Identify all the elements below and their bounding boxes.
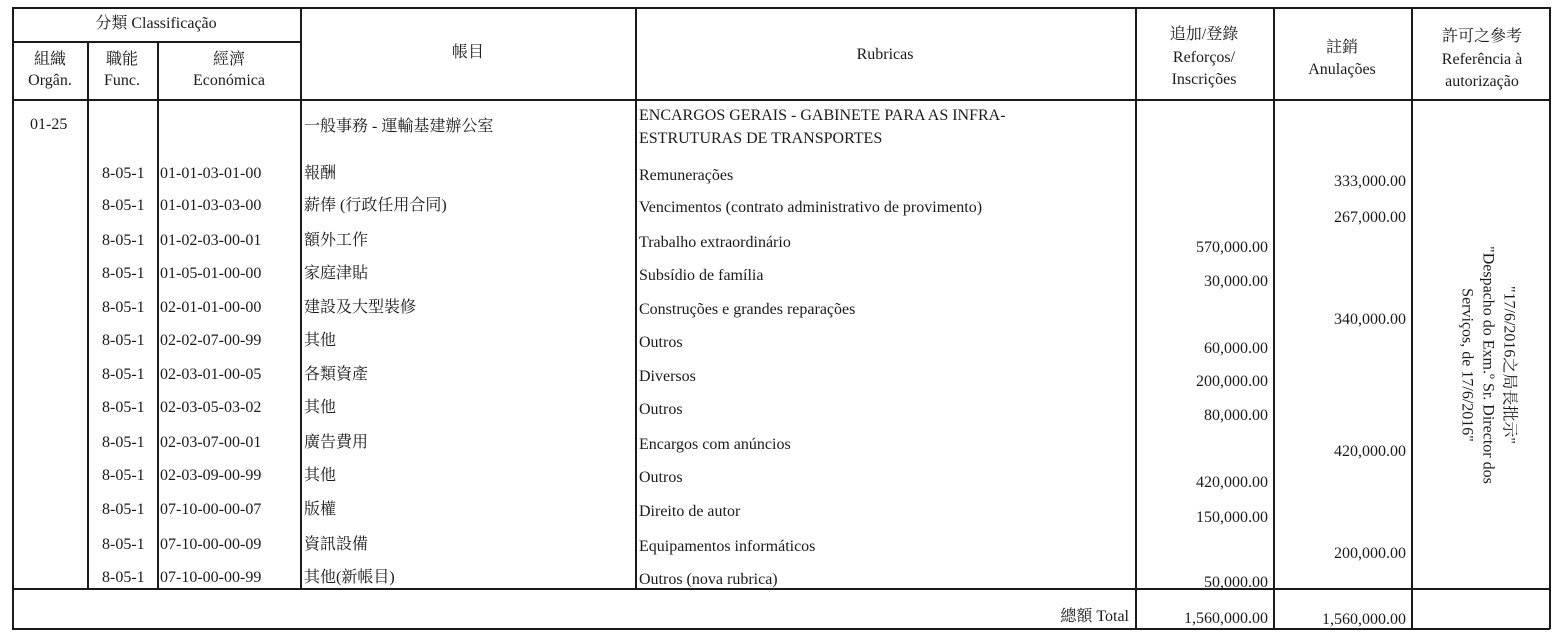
row-func: 8-05-1 — [102, 232, 145, 249]
row-rubrica-pt: Encargos com anúncios — [639, 436, 791, 453]
row-account-zh: 建設及大型裝修 — [304, 299, 417, 316]
row-anulacao: 200,000.00 — [1334, 545, 1406, 562]
row-reforco: 150,000.00 — [1196, 509, 1268, 526]
row-econ-code: 01-01-03-03-00 — [160, 197, 262, 214]
row-econ-code: 07-10-00-00-99 — [160, 569, 262, 586]
section-name-zh: 一般事務 - 運輸基建辦公室 — [304, 118, 494, 135]
section-name-pt-line2: ESTRUTURAS DE TRANSPORTES — [639, 130, 883, 147]
row-econ-code: 02-03-05-03-02 — [160, 399, 262, 416]
row-econ-code: 07-10-00-00-09 — [160, 536, 262, 553]
row-rubrica-pt: Subsídio de família — [639, 267, 764, 284]
row-anulacao: 420,000.00 — [1334, 443, 1406, 460]
row-func: 8-05-1 — [102, 501, 145, 518]
row-rubrica-pt: Outros — [639, 334, 683, 351]
header-reinforce-pt1: Reforços/ — [1172, 49, 1236, 66]
row-reforco: 200,000.00 — [1196, 373, 1268, 390]
left-border — [12, 7, 14, 629]
row-anulacao: 267,000.00 — [1334, 209, 1406, 226]
row-rubrica-pt: Remunerações — [639, 167, 734, 184]
header-cancel-pt: Anulações — [1308, 61, 1376, 78]
row-reforco: 80,000.00 — [1204, 407, 1268, 424]
row-rubrica-pt: Outros — [639, 469, 683, 486]
header-ref-zh: 許可之參考 — [1441, 28, 1523, 45]
section-name-pt-line1: ENCARGOS GERAIS - GABINETE PARA AS INFRA- — [639, 107, 1006, 124]
row-reforco: 60,000.00 — [1204, 340, 1268, 357]
row-rubrica-pt: Outros — [639, 401, 683, 418]
row-func: 8-05-1 — [102, 434, 145, 451]
section-organ-code: 01-25 — [30, 116, 68, 133]
header-reinforce-pt2: Inscrições — [1171, 71, 1237, 88]
table-top-border — [12, 7, 1550, 9]
row-econ-code: 07-10-00-00-07 — [160, 501, 262, 518]
row-rubrica-pt: Vencimentos (contrato administrativo de provimento) — [639, 199, 983, 216]
row-func: 8-05-1 — [102, 467, 145, 484]
row-func: 8-05-1 — [102, 265, 145, 282]
authorization-line3: Serviços, de 17/6/2016" — [1458, 288, 1476, 442]
row-account-zh: 其他(新帳目) — [304, 569, 395, 586]
row-rubrica-pt: Construções e grandes reparações — [639, 301, 856, 318]
total-row-top-border — [12, 588, 1550, 590]
authorization-line2: "Despacho do Exm.º Sr. Director dos — [1479, 246, 1497, 484]
row-account-zh: 其他 — [304, 399, 337, 416]
header-func-pt: Func. — [104, 72, 140, 89]
total-reforcos: 1,560,000.00 — [1184, 610, 1268, 627]
row-account-zh: 報酬 — [304, 165, 337, 182]
header-account-zh: 帳目 — [451, 44, 485, 61]
row-econ-code: 02-03-07-00-01 — [160, 434, 262, 451]
row-func: 8-05-1 — [102, 399, 145, 416]
row-func: 8-05-1 — [102, 299, 145, 316]
col-divider-econ — [300, 7, 302, 589]
header-econ-pt: Económica — [193, 72, 265, 89]
row-econ-code: 01-02-03-00-01 — [160, 232, 262, 249]
row-func: 8-05-1 — [102, 366, 145, 383]
header-ref-pt2: autorização — [1445, 73, 1519, 90]
total-label: 總額 Total — [1060, 608, 1129, 625]
header-organ-zh: 組織 — [33, 51, 67, 68]
authorization-reference — [1457, 246, 1520, 484]
header-rubricas: Rubricas — [856, 46, 914, 63]
header-classification: 分類 Classificação — [95, 15, 217, 32]
row-anulacao: 333,000.00 — [1334, 173, 1406, 190]
row-func: 8-05-1 — [102, 569, 145, 586]
row-account-zh: 家庭津貼 — [304, 265, 369, 282]
header-func-zh: 職能 — [105, 51, 139, 68]
row-econ-code: 02-03-09-00-99 — [160, 467, 262, 484]
col-divider-rubricas — [1135, 7, 1137, 629]
col-divider-func — [157, 41, 159, 589]
col-divider-zh — [635, 7, 637, 589]
row-rubrica-pt: Direito de autor — [639, 503, 741, 520]
row-account-zh: 薪俸 (行政任用合同) — [304, 197, 447, 214]
row-func: 8-05-1 — [102, 165, 145, 182]
col-divider-reforcos — [1273, 7, 1275, 629]
row-econ-code: 02-01-01-00-00 — [160, 299, 262, 316]
row-rubrica-pt: Diversos — [639, 368, 696, 385]
header-ref-pt1: Referência à — [1441, 51, 1523, 68]
col-divider-anulacoes — [1411, 7, 1413, 629]
row-econ-code: 01-05-01-00-00 — [160, 265, 262, 282]
classification-underline — [12, 41, 300, 43]
row-account-zh: 資訊設備 — [304, 536, 369, 553]
row-econ-code: 01-01-03-01-00 — [160, 165, 262, 182]
header-reinforce-zh: 追加/登錄 — [1169, 26, 1239, 43]
row-reforco: 30,000.00 — [1204, 273, 1268, 290]
authorization-line1: "17/6/2016之局長批示" — [1500, 286, 1518, 444]
row-func: 8-05-1 — [102, 197, 145, 214]
row-econ-code: 02-02-07-00-99 — [160, 332, 262, 349]
row-account-zh: 額外工作 — [304, 232, 369, 249]
row-rubrica-pt: Equipamentos informáticos — [639, 538, 816, 555]
row-func: 8-05-1 — [102, 332, 145, 349]
row-reforco: 50,000.00 — [1204, 574, 1268, 591]
header-econ-zh: 經濟 — [212, 51, 246, 68]
row-account-zh: 廣告費用 — [304, 434, 369, 451]
row-reforco: 420,000.00 — [1196, 474, 1268, 491]
row-rubrica-pt: Trabalho extraordinário — [639, 234, 791, 251]
row-account-zh: 各類資產 — [304, 366, 369, 383]
header-bottom-border — [12, 99, 1550, 101]
row-rubrica-pt: Outros (nova rubrica) — [639, 571, 778, 588]
row-account-zh: 其他 — [304, 467, 337, 484]
col-divider-organ — [87, 41, 89, 589]
row-reforco: 570,000.00 — [1196, 239, 1268, 256]
row-func: 8-05-1 — [102, 536, 145, 553]
header-organ-pt: Orgân. — [28, 72, 72, 89]
row-account-zh: 版權 — [304, 501, 337, 518]
total-anulacoes: 1,560,000.00 — [1322, 611, 1406, 628]
table-bottom-border — [12, 628, 1550, 630]
row-econ-code: 02-03-01-00-05 — [160, 366, 262, 383]
header-cancel-zh: 註銷 — [1325, 39, 1359, 56]
right-border — [1549, 7, 1551, 629]
row-anulacao: 340,000.00 — [1334, 311, 1406, 328]
row-account-zh: 其他 — [304, 332, 337, 349]
